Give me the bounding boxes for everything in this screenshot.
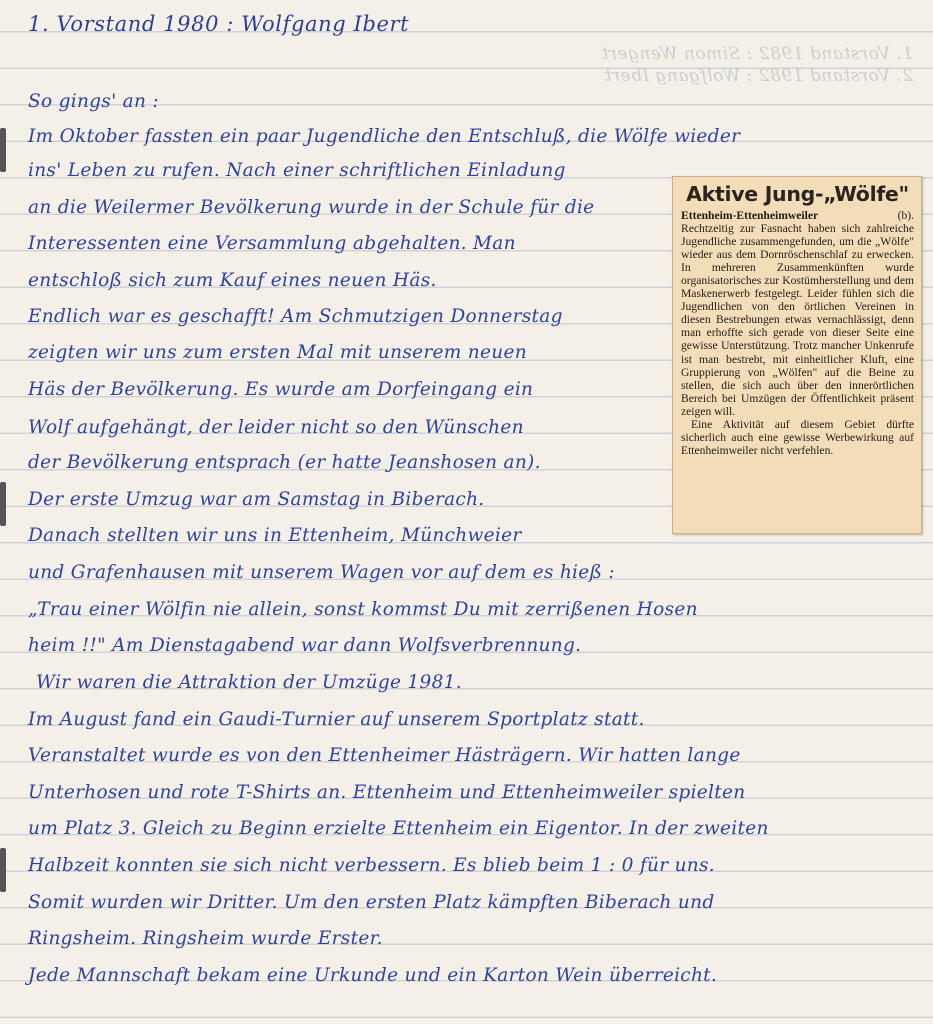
handwritten-heading: 1. Vorstand 1980 : Wolfgang Ibert	[28, 12, 410, 36]
handwritten-line: um Platz 3. Gleich zu Beginn erzielte Ettenheim ein Eigentor. In der zweiten	[28, 818, 769, 839]
binding-ring	[0, 848, 6, 892]
handwritten-line: So gings' an :	[28, 91, 159, 112]
handwritten-line: Wir waren die Attraktion der Umzüge 1981.	[36, 672, 462, 693]
clipping-dateline-row	[681, 209, 914, 222]
handwritten-line: Jede Mannschaft bekam eine Urkunde und ein Karton Wein überreicht.	[28, 965, 718, 986]
handwritten-line: Somit wurden wir Dritter. Um den ersten Platz kämpften Biberach und	[28, 892, 715, 913]
handwritten-line: und Grafenhausen mit unserem Wagen vor auf dem es hieß :	[28, 562, 615, 583]
handwritten-line: „Trau einer Wölfin nie allein, sonst kommst Du mit zerrißenen Hosen	[28, 599, 698, 620]
handwritten-line: Halbzeit konnten sie sich nicht verbessern. Es blieb beim 1 : 0 für uns.	[28, 855, 715, 876]
handwritten-line: Wolf aufgehängt, der leider nicht so den Wünschen	[28, 417, 524, 438]
binding-ring	[0, 128, 6, 172]
clipping-article	[681, 209, 914, 457]
handwritten-line: Der erste Umzug war am Samstag in Biberach.	[28, 489, 485, 510]
handwritten-line: Häs der Bevölkerung. Es wurde am Dorfeingang ein	[28, 379, 534, 400]
handwritten-line: der Bevölkerung entsprach (er hatte Jeanshosen an).	[28, 452, 541, 473]
newspaper-clipping	[672, 176, 922, 534]
binding-ring	[0, 482, 6, 526]
handwritten-line: Ringsheim. Ringsheim wurde Erster.	[28, 928, 383, 949]
clipping-paragraph: Eine Aktivität auf diesem Gebiet dürfte sicherlich auch eine gewisse Werbewirkung auf Ettenheimweiler nicht verfehlen.	[681, 417, 914, 457]
handwritten-line: Im Oktober fassten ein paar Jugendliche den Entschluß, die Wölfe wieder	[28, 126, 741, 147]
handwritten-line: zeigten wir uns zum ersten Mal mit unserem neuen	[28, 342, 527, 363]
bleed-through-text: 2. Vorstand 1982 : Wolfgang Ibert	[603, 66, 913, 86]
clipping-byline: (b).	[897, 209, 914, 222]
bleed-through-text: 1. Vorstand 1982 : Simon Wengert	[600, 44, 913, 64]
handwritten-line: Endlich war es geschafft! Am Schmutzigen Donnerstag	[28, 306, 563, 327]
handwritten-line: entschloß sich zum Kauf eines neuen Häs.	[28, 270, 437, 291]
handwritten-line: Unterhosen und rote T-Shirts an. Ettenheim und Ettenheimweiler spielten	[28, 782, 746, 803]
handwritten-line: Veranstaltet wurde es von den Ettenheimer Hästrägern. Wir hatten lange	[28, 745, 741, 766]
clipping-paragraph: Rechtzeitig zur Fasnacht haben sich zahlreiche Jugendliche zusammengefunden, um die „Wölfe" wieder aus dem Dornröschenschlaf zu erwecken. In mehreren Zusammenkünften wurde organisatorisches zur Kostümherstellung und dem Maskenerwerb festgelegt. Leider fühlen sich die Jugendlichen von den örtlichen Vereinen in diesen Bestrebungen etwas vernachlässigt, denn man erhoffte sich gerade von dieser Seite eine gewisse Unterstützung. Trotz mancher Unkenrufe ist man bestrebt, mit einheitlicher Kluft, eine Gruppierung von „Wölfen" auf die Beine zu stellen, die sich auch über den innerörtlichen Bereich bei Umzügen der Öffentlichkeit präsent zeigen will.	[681, 222, 914, 418]
handwritten-line: ins' Leben zu rufen. Nach einer schriftlichen Einladung	[28, 160, 566, 181]
handwritten-line: Danach stellten wir uns in Ettenheim, Münchweier	[28, 525, 522, 546]
handwritten-line: an die Weilermer Bevölkerung wurde in der Schule für die	[28, 197, 595, 218]
clipping-dateline: Ettenheim-Ettenheimweiler	[681, 209, 819, 222]
clipping-headline: Aktive Jung-„Wölfe"	[686, 182, 909, 206]
handwritten-line: Interessenten eine Versammlung abgehalten. Man	[28, 233, 516, 254]
handwritten-line: heim !!" Am Dienstagabend war dann Wolfsverbrennung.	[28, 635, 582, 656]
handwritten-line: Im August fand ein Gaudi-Turnier auf unserem Sportplatz statt.	[28, 709, 645, 730]
